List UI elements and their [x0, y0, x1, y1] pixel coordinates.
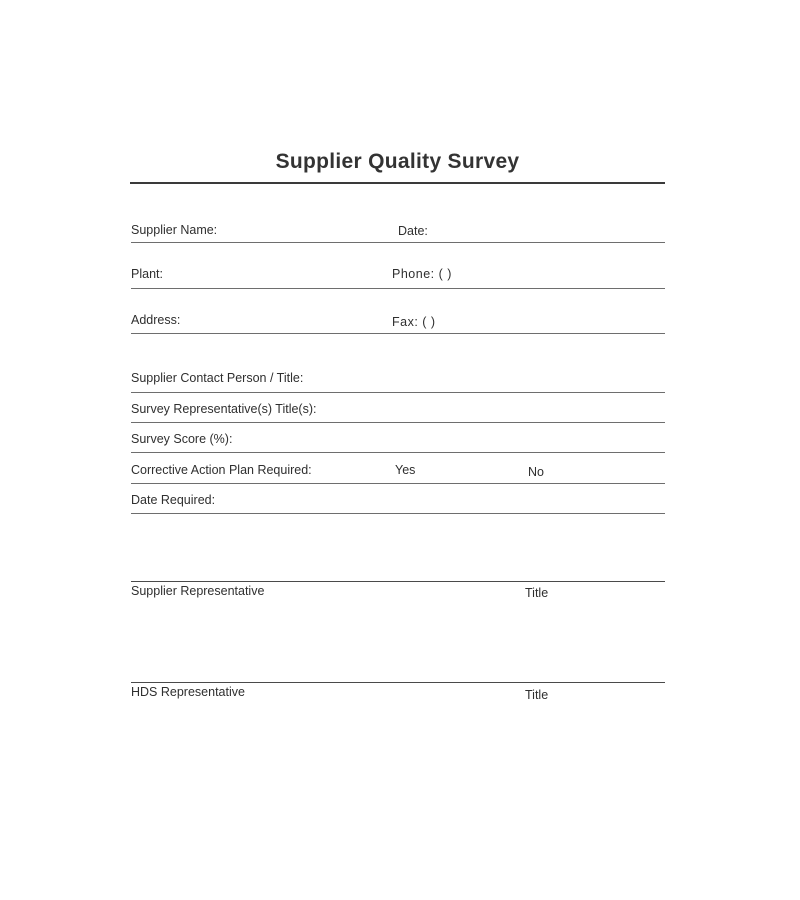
page-title: Supplier Quality Survey: [275, 150, 520, 173]
label-survey-score: Survey Score (%):: [131, 432, 233, 446]
field-line-date-required[interactable]: [131, 513, 665, 514]
field-line-corrective-action[interactable]: [131, 483, 665, 484]
label-corrective-action-no[interactable]: No: [528, 465, 544, 479]
title-divider: [130, 182, 665, 184]
label-hds-title: Title: [525, 688, 549, 702]
field-line-supplier-contact[interactable]: [131, 392, 665, 393]
label-fax: Fax: ( ): [392, 315, 436, 329]
label-supplier-name: Supplier Name:: [131, 223, 218, 237]
label-hds-representative: HDS Representative: [131, 685, 245, 699]
field-line-phone[interactable]: [396, 288, 665, 289]
label-date-required: Date Required:: [131, 493, 216, 507]
signature-line-hds[interactable]: [131, 682, 665, 683]
label-phone: Phone: ( ): [392, 267, 452, 281]
field-line-date[interactable]: [396, 242, 665, 243]
field-line-survey-representative[interactable]: [131, 422, 665, 423]
field-line-supplier-name[interactable]: [131, 242, 396, 243]
field-line-plant[interactable]: [131, 288, 396, 289]
field-line-address[interactable]: [131, 333, 396, 334]
label-supplier-representative: Supplier Representative: [131, 584, 265, 598]
label-date: Date:: [398, 224, 428, 238]
label-corrective-action-yes[interactable]: Yes: [395, 463, 416, 477]
label-survey-representative: Survey Representative(s) Title(s):: [131, 402, 317, 416]
label-corrective-action: Corrective Action Plan Required:: [131, 463, 312, 477]
label-supplier-contact: Supplier Contact Person / Title:: [131, 371, 304, 385]
label-plant: Plant:: [131, 267, 163, 281]
label-supplier-title: Title: [525, 586, 549, 600]
field-line-fax[interactable]: [396, 333, 665, 334]
field-line-survey-score[interactable]: [131, 452, 665, 453]
signature-line-supplier[interactable]: [131, 581, 665, 582]
label-address: Address:: [131, 313, 181, 327]
